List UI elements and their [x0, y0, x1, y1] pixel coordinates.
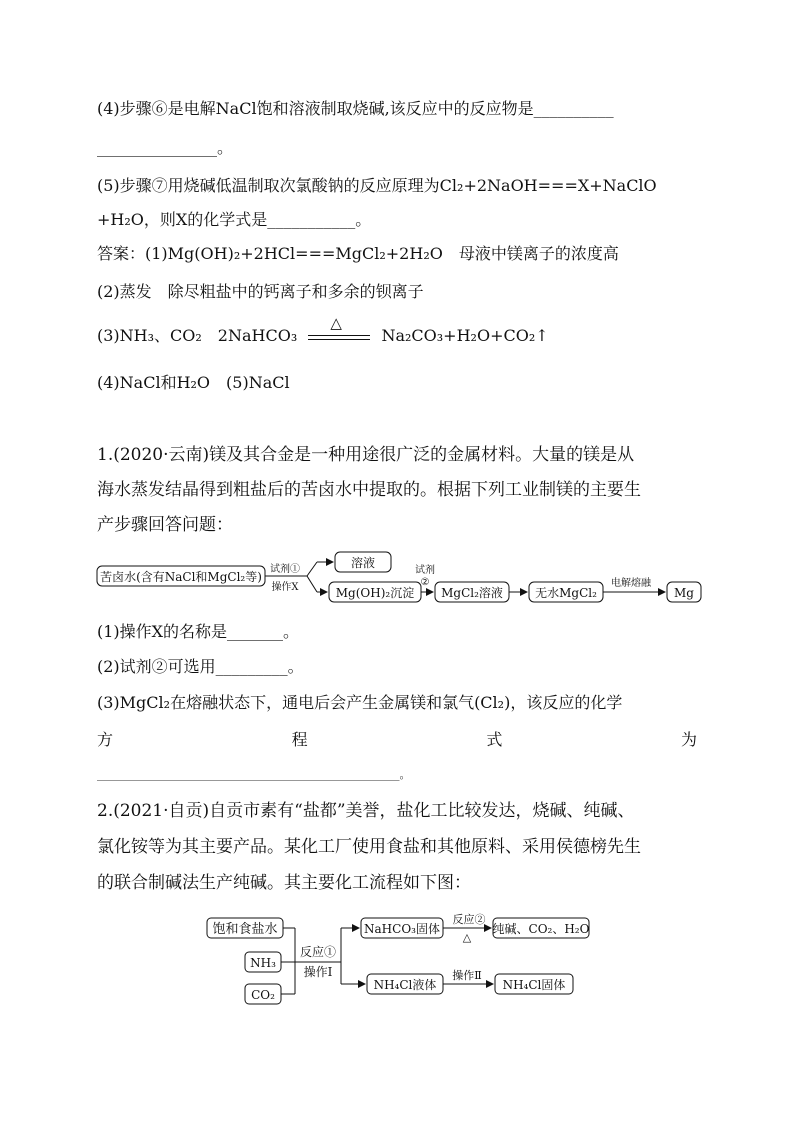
problem1-line-3: 产步骤回答问题：	[97, 515, 233, 535]
problem1-q3-blank: _______________________________________________________。	[97, 768, 411, 781]
answer-line-2: (2)蒸发 除尽粗盐中的钙离子和多余的钡离子	[97, 282, 424, 301]
equals-line-bottom	[308, 339, 370, 340]
brine-label: 饱和食盐水	[212, 922, 278, 937]
q5-line-1: (5)步骤⑦用烧碱低温制取次氯酸钠的反应原理为Cl₂+2NaOH===X+NaClO	[97, 176, 657, 195]
nh4cl-liquid-label: NH₄Cl液体	[373, 978, 437, 992]
reagent1-label: 试剂①	[270, 564, 300, 575]
answer-line-3	[97, 313, 549, 348]
reversible-heat-sign	[308, 313, 370, 348]
anhydrous-mgcl2-label: 无水MgCl₂	[535, 586, 597, 600]
reagent2-label-a: 试剂	[415, 565, 435, 576]
answer-line-1: 答案：(1)Mg(OH)₂+2HCl===MgCl₂+2H₂O 母液中镁离子的浓度高	[97, 244, 619, 263]
q3-word-1: 方	[97, 730, 114, 749]
problem1-line-2: 海水蒸发结晶得到粗盐后的苦卤水中提取的。根据下列工业制镁的主要生	[97, 480, 641, 500]
mg-label: Mg	[674, 586, 694, 600]
q3-word-2: 程	[291, 730, 308, 749]
q4-line-1: (4)步骤⑥是电解NaCl饱和溶液制取烧碱,该反应中的反应物是__________	[97, 99, 614, 118]
nahco3-label: NaHCO₃固体	[364, 922, 440, 936]
products-label: 纯碱、CO₂、H₂O	[492, 922, 590, 936]
problem1-q2: (2)试剂②可选用_________。	[97, 657, 304, 676]
answer-3-left: (3)NH₃、CO₂ 2NaHCO₃	[97, 326, 298, 345]
operation-x-label: 操作X	[271, 582, 299, 593]
problem1-q1: (1)操作X的名称是_______。	[97, 622, 300, 641]
operation1-label: 操作Ⅰ	[303, 965, 333, 979]
answer-3-right: Na₂CO₃+H₂O+CO₂↑	[381, 326, 549, 345]
q3-word-4: 为	[680, 730, 697, 749]
q5-line-2: +H₂O，则X的化学式是___________。	[97, 210, 372, 229]
electrolysis-label: 电解熔融	[611, 578, 651, 589]
problem1-q3-line-1: (3)MgCl₂在熔融状态下，通电后会产生金属镁和氯气(Cl₂)，该反应的化学	[97, 693, 623, 712]
q4-line-2: _______________。	[97, 138, 234, 157]
q3-word-3: 式	[486, 730, 503, 749]
reagent2-label-b: ②	[420, 577, 430, 588]
solution-label: 溶液	[350, 556, 376, 570]
bittern-label: 苦卤水(含有NaCl和MgCl₂等)	[100, 570, 262, 584]
reaction2-label: 反应②	[452, 913, 486, 926]
equals-line-top	[308, 335, 370, 336]
nh4cl-solid-label: NH₄Cl固体	[502, 978, 566, 992]
mgcl2-solution-label: MgCl₂溶液	[441, 586, 503, 600]
heat-symbol: △	[330, 313, 342, 332]
problem2-line-2: 氯化铵等为其主要产品。某化工厂使用食盐和其他原料、采用侯德榜先生	[97, 837, 641, 857]
nh3-label: NH₃	[250, 956, 276, 970]
problem1-line-1: 1.(2020·云南)镁及其合金是一种用途很广泛的金属材料。大量的镁是从	[97, 445, 635, 465]
reaction1-label: 反应①	[299, 945, 337, 959]
problem2-line-3: 的联合制碱法生产纯碱。其主要化工流程如下图：	[97, 873, 471, 893]
branch-down	[307, 576, 317, 592]
problem2-line-1: 2.(2021·自贡)自贡市素有“盐都”美誉，盐化工比较发达，烧碱、纯碱、	[97, 801, 635, 821]
heat-label: △	[462, 931, 472, 944]
problem1-q3-spread-line	[97, 729, 697, 751]
magnesium-flow-diagram	[95, 548, 705, 610]
branch-up	[307, 562, 317, 576]
soda-process-flow-diagram	[205, 910, 595, 1006]
co2-label: CO₂	[251, 988, 275, 1002]
answer-line-4: (4)NaCl和H₂O (5)NaCl	[97, 373, 290, 392]
precipitate-label: Mg(OH)₂沉淀	[335, 586, 415, 600]
operation2-label: 操作Ⅱ	[452, 969, 482, 982]
